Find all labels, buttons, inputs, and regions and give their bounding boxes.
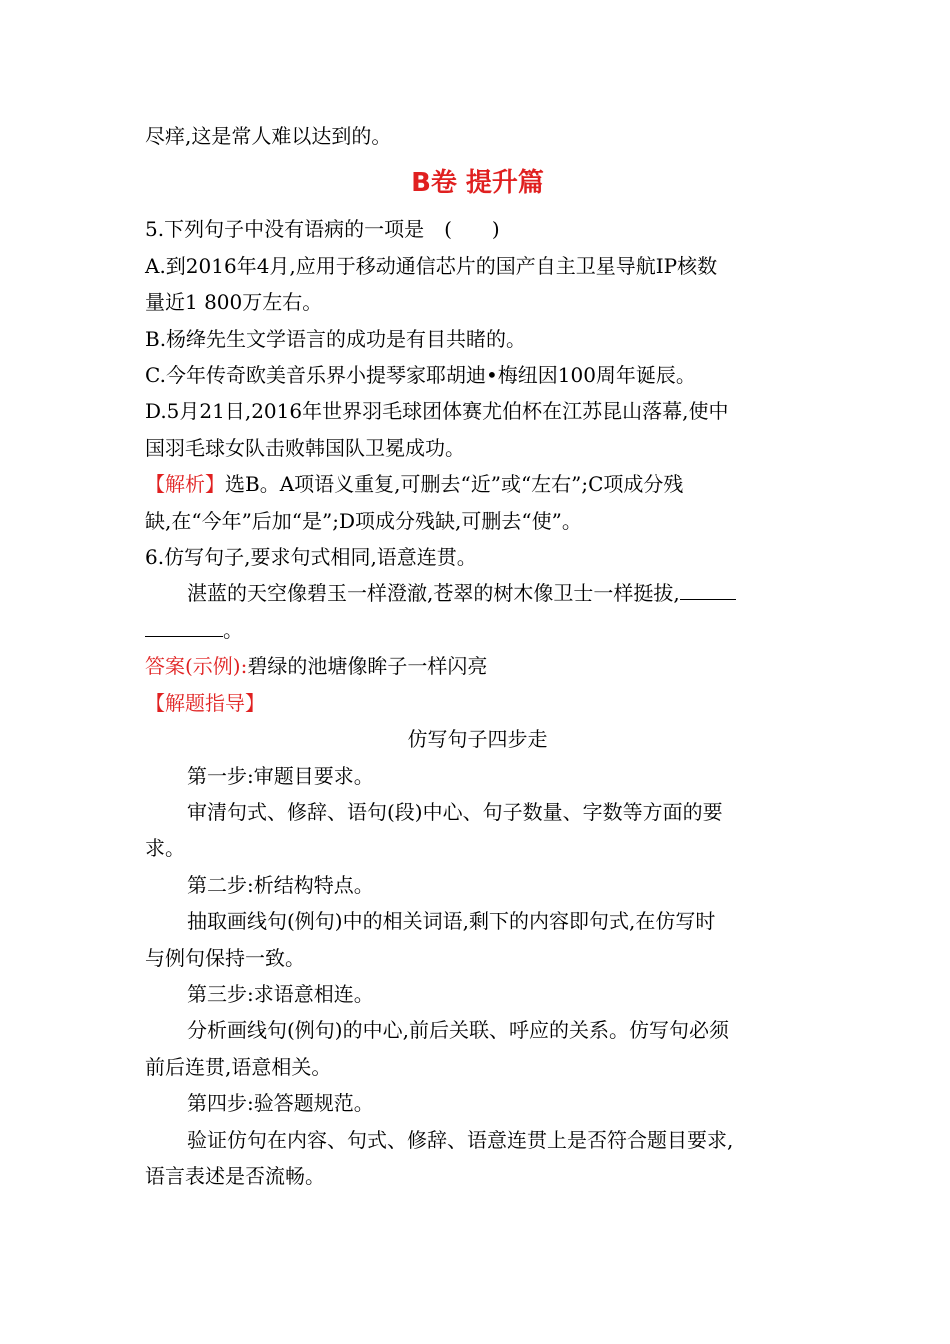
step-3-body-line-2: 前后连贯,语意相关。: [145, 1054, 332, 1079]
step-4-body-line-1: 验证仿句在内容、句式、修辞、语意连贯上是否符合题目要求,: [187, 1127, 734, 1152]
step-1-body-line-2: 求。: [145, 836, 185, 861]
step-3-heading: 第三步:求语意相连。: [187, 981, 374, 1006]
question-5-option-a-line-2: 量近1 800万左右。: [145, 290, 323, 315]
question-6-prompt-end: 。: [223, 617, 243, 642]
step-2-heading: 第二步:析结构特点。: [187, 872, 374, 897]
step-1-heading: 第一步:审题目要求。: [187, 763, 374, 788]
question-5-analysis-line-2: 缺,在“今年”后加“是”;D项成分残缺,可删去“使”。: [145, 508, 582, 533]
step-2-body-line-1: 抽取画线句(例句)中的相关词语,剩下的内容即句式,在仿写时: [187, 909, 716, 934]
question-6-prompt-line-2: [145, 612, 810, 648]
document-content: [145, 118, 810, 1194]
section-title: B卷 提升篇: [411, 168, 544, 199]
question-5-analysis-line-1: [145, 466, 810, 502]
analysis-text-1: 选B。A项语义重复,可删去“近”或“左右”;C项成分残: [225, 472, 684, 497]
question-6-prompt-line-1: [145, 575, 810, 611]
answer-label: 答案(示例):: [145, 654, 248, 679]
answer-blank-part-1: [680, 579, 736, 600]
question-5-stem: 5.下列句子中没有语病的一项是 ( ): [145, 217, 500, 242]
guide-label: 【解题指导】: [145, 690, 265, 715]
step-3-body-line-1: 分析画线句(例句)的中心,前后关联、呼应的关系。仿写句必须: [187, 1018, 729, 1043]
step-1-body-line-1: 审清句式、修辞、语句(段)中心、句子数量、字数等方面的要: [187, 799, 723, 824]
question-5-option-c: C.今年传奇欧美音乐界小提琴家耶胡迪•梅纽因100周年诞辰。: [145, 363, 696, 388]
question-6-prompt: 湛蓝的天空像碧玉一样澄澈,苍翠的树木像卫士一样挺拔,: [187, 581, 680, 606]
step-4-heading: 第四步:验答题规范。: [187, 1091, 374, 1116]
answer-text: 碧绿的池塘像眸子一样闪亮: [247, 654, 488, 679]
step-2-body-line-2: 与例句保持一致。: [145, 945, 305, 970]
step-4-body-line-2: 语言表述是否流畅。: [145, 1163, 325, 1188]
analysis-label: 【解析】: [145, 472, 225, 497]
question-6-stem: 6.仿写句子,要求句式相同,语意连贯。: [145, 545, 477, 570]
question-5-option-b: B.杨绛先生文学语言的成功是有目共睹的。: [145, 326, 527, 351]
question-5-option-d-line-2: 国羽毛球女队击败韩国队卫冕成功。: [145, 435, 465, 460]
question-5-option-a-line-1: A.到2016年4月,应用于移动通信芯片的国产自主卫星导航IP核数: [145, 253, 718, 278]
question-5-option-d-line-1: D.5月21日,2016年世界羽毛球团体赛尤伯杯在江苏昆山落幕,使中: [145, 399, 729, 424]
continuation-line: 尽痒,这是常人难以达到的。: [145, 124, 392, 148]
question-6-answer: [145, 648, 810, 684]
guide-title: 仿写句子四步走: [407, 727, 548, 752]
answer-blank-part-2: [145, 616, 223, 637]
